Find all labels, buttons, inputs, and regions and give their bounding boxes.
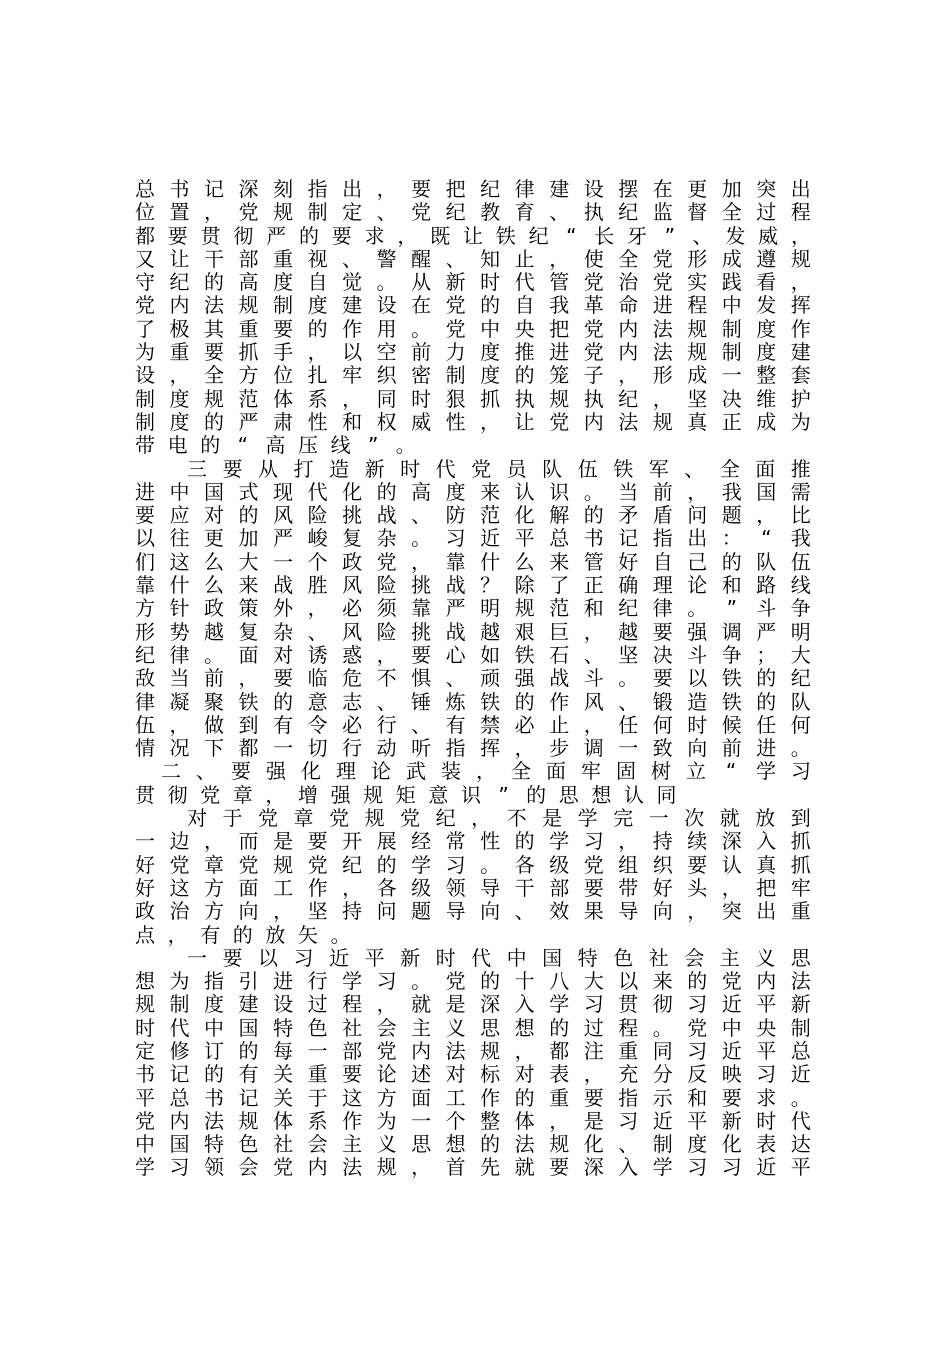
text-line: 要 应 对 的 风 险 挑 战 、 防 范 化 解 的 矛 盾 问 题 ， 比 [135,503,811,528]
text-line: 都 要 贯 彻 严 的 要 求 ， 既 让 铁 纪 “ 长 牙 ” 、 发 威 ， [135,223,811,248]
text-line: 方 针 政 策 外 ， 必 须 靠 严 明 规 范 和 纪 律 。 ” 斗 争 [135,596,811,621]
text-line: 党 内 法 规 体 系 作 为 一 个 整 体 ， 是 习 近 平 新 时 代 [135,1108,811,1133]
text-line: 平 总 书 记 关 于 这 方 面 工 作 的 重 要 指 示 和 要 求 。 [135,1085,811,1110]
text-line: 规 制 度 建 设 过 程 ， 就 是 深 入 学 习 贯 彻 习 近 平 新 [135,992,811,1017]
text-line: 以 往 更 加 严 峻 复 杂 。 习 近 平 总 书 记 指 出 ： “ 我 [135,526,811,551]
text-line: 政 治 方 向 ， 坚 持 问 题 导 向 、 效 果 导 向 ， 突 出 重 [135,899,811,924]
text-line: 形 势 越 复 杂 、 风 险 挑 战 越 艰 巨 ， 越 要 强 调 严 明 [135,619,811,644]
text-line: 伍 ， 做 到 有 令 必 行 、 有 禁 必 止 ， 任 何 时 候 任 何 [135,712,811,737]
text-line: 时 代 中 国 特 色 社 会 主 义 思 想 的 过 程 。 党 中 央 制 [135,1015,811,1040]
text-line: 二 、 要 强 化 理 论 武 装 ， 全 面 牢 固 树 立 “ 学 习 [161,759,811,784]
text-line: 们 这 么 大 一 个 政 党 ， 靠 什 么 来 管 好 自 己 的 队 伍 [135,549,811,574]
text-line: 党 内 法 规 制 度 建 设 在 党 的 自 我 革 命 进 程 中 发 挥 [135,293,811,318]
text-line: 律 凝 聚 铁 的 意 志 、 锤 炼 铁 的 作 风 、 锻 造 铁 的 队 [135,689,811,714]
text-line: 守 纪 的 高 度 自 觉 。 从 新 时 代 管 党 治 党 实 践 看 ， [135,270,811,295]
text-line: 带 电 的 “ 高 压 线 ” 。 [135,433,416,458]
text-line: 为 重 要 抓 手 ， 以 空 前 力 度 推 进 党 内 法 规 制 度 建 [135,340,811,365]
text-line: 一 边 ， 而 是 要 开 展 经 常 性 的 学 习 ， 持 续 深 入 抓 [135,829,811,854]
text-line: 好 党 章 党 规 党 纪 的 学 习 。 各 级 党 组 织 要 认 真 抓 [135,852,811,877]
text-line: 点 ， 有 的 放 矢 。 [135,922,351,947]
text-line: 靠 什 么 来 战 胜 风 险 挑 战 ？ 除 了 正 确 理 论 和 路 线 [135,573,811,598]
text-line: 设 ， 全 方 位 扎 牢 织 密 制 度 的 笼 子 ， 形 成 一 整 套 [135,363,811,388]
text-line: 贯 彻 党 章 ， 增 强 规 矩 意 识 ” 的 思 想 认 同 [135,782,677,807]
body-text [135,178,811,1180]
text-line: 一 要 以 习 近 平 新 时 代 中 国 特 色 社 会 主 义 思 [187,945,811,970]
text-line: 又 让 干 部 重 视 、 警 醒 、 知 止 ， 使 全 党 形 成 遵 规 [135,246,811,271]
text-line: 定 修 订 的 每 一 部 党 内 法 规 ， 都 注 重 同 习 近 平 总 [135,1038,811,1063]
text-line: 学 习 领 会 党 内 法 规 ， 首 先 就 要 深 入 学 习 习 近 平 [135,1155,811,1180]
text-line: 位 置 ， 党 规 制 定 、 党 纪 教 育 、 执 纪 监 督 全 过 程 [135,200,811,225]
text-line: 三 要 从 打 造 新 时 代 党 员 队 伍 铁 军 、 全 面 推 [187,456,811,481]
text-line: 进 中 国 式 现 代 化 的 高 度 来 认 识 。 当 前 ， 我 国 需 [135,479,811,504]
text-line: 好 这 方 面 工 作 ， 各 级 领 导 干 部 要 带 好 头 ， 把 牢 [135,875,811,900]
text-line: 制 度 的 严 肃 性 和 权 威 性 ， 让 党 内 法 规 真 正 成 为 [135,409,811,434]
text-line: 书 记 的 有 关 重 要 论 述 对 标 对 表 ， 充 分 反 映 习 近 [135,1062,811,1087]
text-line: 敌 当 前 ， 要 临 危 不 惧 、 顽 强 战 斗 。 要 以 铁 的 纪 [135,666,811,691]
text-line: 对 于 党 章 党 规 党 纪 ， 不 是 学 完 一 次 就 放 到 [187,806,811,831]
text-line: 纪 律 。 面 对 诱 惑 ， 要 心 如 铁 石 、 坚 决 斗 争 ； 大 [135,642,811,667]
text-line: 中 国 特 色 社 会 主 义 思 想 的 法 规 化 、 制 度 化 表 达 [135,1132,811,1157]
text-line: 总 书 记 深 刻 指 出 ， 要 把 纪 律 建 设 摆 在 更 加 突 出 [135,177,811,201]
text-line: 情 况 下 都 一 切 行 动 听 指 挥 ， 步 调 一 致 向 前 进 。 [135,736,811,761]
text-line: 想 为 指 引 进 行 学 习 。 党 的 十 八 大 以 来 的 党 内 法 [135,969,811,994]
text-line: 制 度 规 范 体 系 ， 同 时 狠 抓 执 规 执 纪 ， 坚 决 维 护 [135,386,811,411]
text-line: 了 极 其 重 要 的 作 用 。 党 中 央 把 党 内 法 规 制 度 作 [135,316,811,341]
